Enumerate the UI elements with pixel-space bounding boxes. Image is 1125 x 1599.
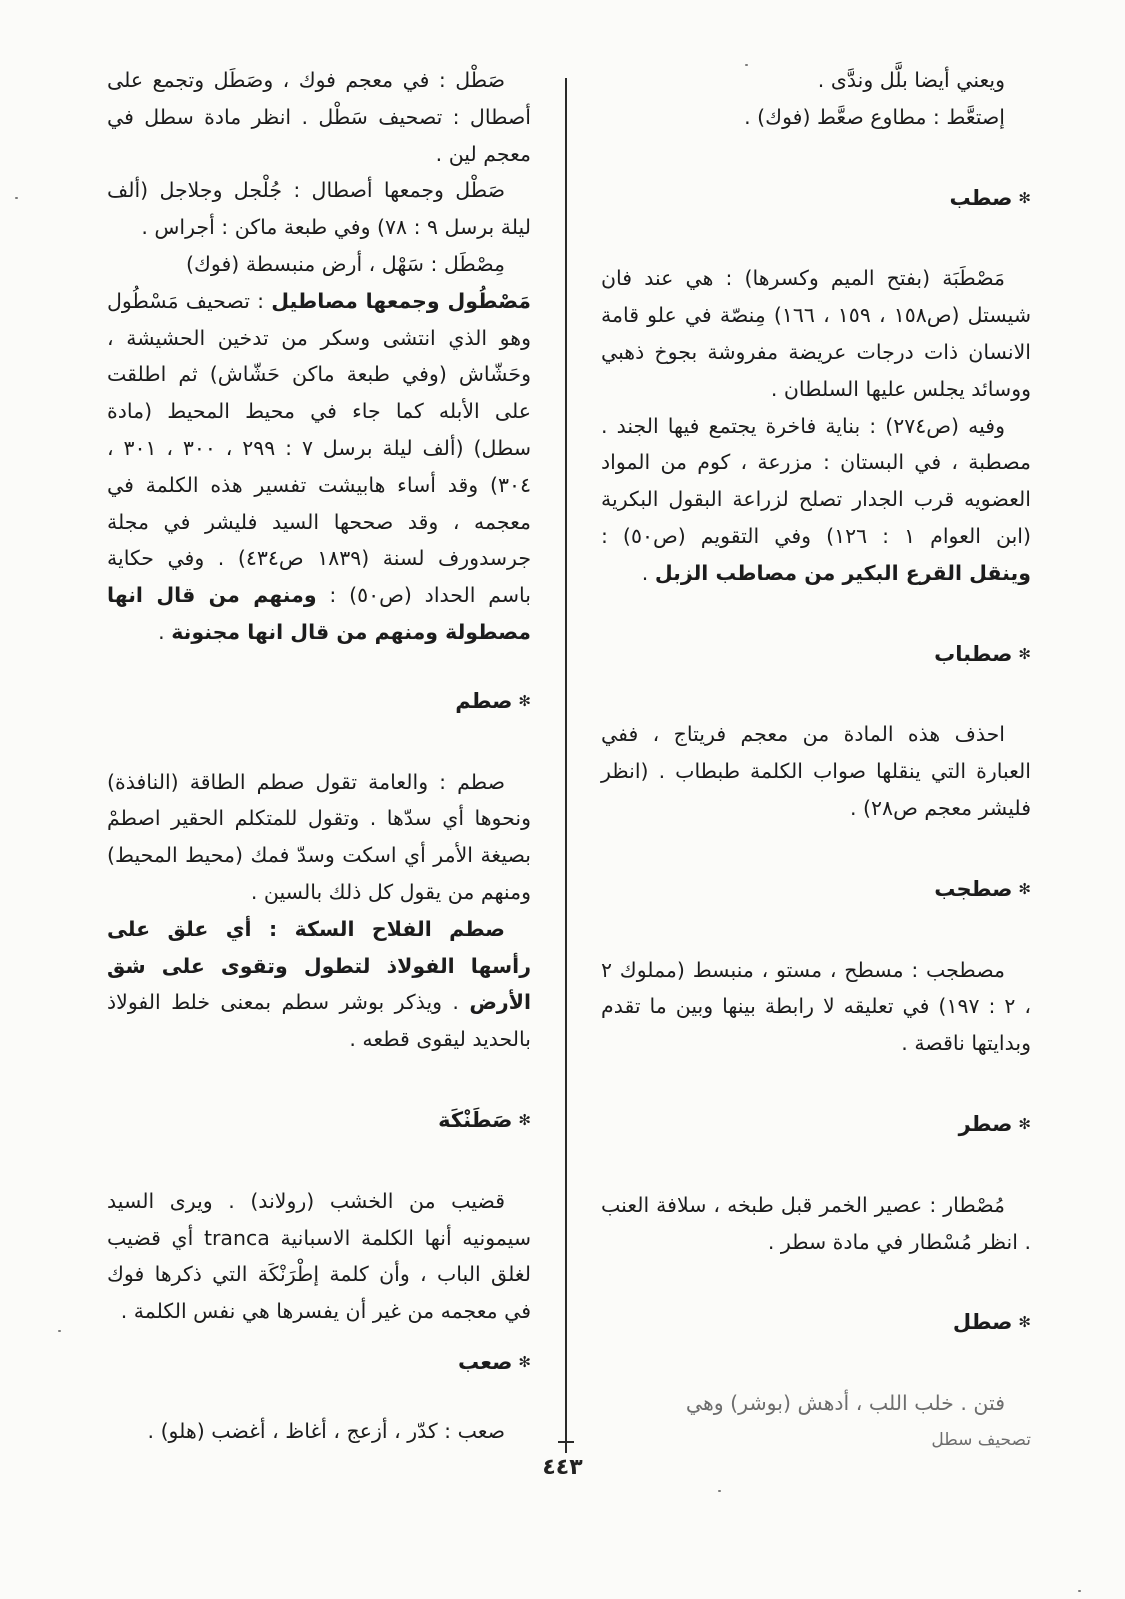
entry-heading-satar: ✻ صطر (601, 1106, 1031, 1143)
asterisk-icon: ✻ (1018, 879, 1031, 898)
entry-paragraph: مِصْطَل : سَهْل ، أرض منبسطة (فوك) (186, 251, 505, 276)
entry-heading-satal: ✻ صطل (601, 1304, 1031, 1341)
entry-paragraph: صطم الفلاح السكة : أي علق على رأسها الفولاذ لتطول وتقوى على شق الأرض . ويذكر بوشر سطم بمعنى خلط الفولاذ بالحديد ليقوى قطعه . (107, 916, 531, 1052)
entry-paragraph: مَصْطَبَة (بفتح الميم وكسرها) : هي عند فان شيستل (ص١٥٨ ، ١٥٩ ، ١٦٦) مِنصّة في علو قامة الانسان ذات درجات عريضة مفروشة بجوخ ذهبي ووسائد يجلس عليها السلطان . (601, 266, 1031, 401)
page-number: ٤٤٣ (542, 1455, 583, 1480)
scan-speck (718, 1490, 721, 1492)
entry-heading-satbab: ✻ صطباب (601, 636, 1031, 673)
column-divider-end (558, 1441, 574, 1443)
entry-paragraph: وفيه (ص٢٧٤) : بناية فاخرة يجتمع فيها الجند . مصطبة ، في البستان : مزرعة ، كوم من المواد العضويه قرب الجدار تصلح لزراعة البقول البكرية (ابن العوام ١ : ١٢٦) وفي التقويم (ص٥٠) : وينقل القرع البكير من مصاطب الزبل . (601, 413, 1031, 585)
entry-heading-satanka: ✻ صَطَنْكَة (107, 1102, 531, 1139)
left-column (107, 62, 531, 1450)
intro-line: ويعني أيضا بلَّل وندَّى . (817, 68, 1005, 92)
asterisk-icon: ✻ (1018, 1114, 1031, 1133)
quoted-text: وينقل القرع البكير من مصاطب الزبل (654, 560, 1031, 585)
entry-paragraph: احذف هذه المادة من معجم فريتاج ، ففي العبارة التي ينقلها صواب الكلمة طبطاب . (انظر فليشر معجم ص٢٨) . (601, 722, 1031, 820)
entry-heading-satam: ✻ صطم (107, 683, 531, 720)
entry-heading-saab: ✻ صعب (107, 1344, 531, 1381)
scan-speck (58, 1330, 61, 1332)
entry-paragraph: مَصْطُول وجمعها مصاطيل : تصحيف مَسْطُول وهو الذي انتشى وسكر من تدخين الحشيشة ، وحَشّاش (وفي طبعة ماكن حَشّاش) ثم اطلقت على الأبله كما جاء في محيط المحيط (مادة سطل) (ألف ليلة برسل ٧ : ٢٩٩ ، ٣٠٠ ، ٣٠١ ، ٣٠٤) وقد أساء هابيشت تفسير هذه الكلمة في معجمه ، وقد صححها السيد فليشر في مجلة جرسدورف لسنة (١٨٣٩ ص٤٣٤) . وفي حكاية باسم الحداد (ص٥٠) : ومنهم من قال انها مصطولة ومنهم من قال انها مجنونة . (107, 288, 531, 644)
entry-paragraph: فتن . خلب اللب ، أدهش (بوشر) وهي (685, 1391, 1005, 1416)
column-divider (565, 78, 567, 1453)
entry-paragraph: مصطجب : مسطح ، مستو ، منبسط (مملوك ٢ ، ٢ : ١٩٧) في تعليقه لا رابطة بينها وبين ما تقدم وبدايتها ناقصة . (601, 957, 1031, 1056)
entry-paragraph: صَطْل : في معجم فوك ، وصَطَل وتجمع على أصطال : تصحيف سَطْل . انظر مادة سطل في معجم لين . (107, 68, 531, 166)
asterisk-icon: ✻ (518, 691, 531, 710)
intro-line: إصتعَّط : مطاوع صعَّط (فوك) . (744, 104, 1005, 129)
asterisk-icon: ✻ (518, 1352, 531, 1371)
entry-paragraph: قضيب من الخشب (رولاند) . ويرى السيد سيمونيه أنها الكلمة الاسبانية tranca أي قضيب لغلق الباب ، وأن كلمة إطْرَنْكَة التي ذكرها فوك في معجمه من غير أن يفسرها هي نفس الكلمة . (107, 1188, 531, 1324)
asterisk-icon: ✻ (518, 1110, 531, 1129)
asterisk-icon: ✻ (1018, 188, 1031, 207)
entry-paragraph: صطم : والعامة تقول صطم الطاقة (النافذة) ونحوها أي سدّها . وتقول للمتكلم الحقير اصطمْ بصيغة الأمر أي اسكت وسدّ فمك (محيط المحيط) ومنهم من يقول كل ذلك بالسين . (107, 769, 531, 904)
right-column (601, 62, 1031, 1459)
bold-term: مَصْطُول وجمعها مصاطيل (271, 288, 531, 313)
entry-heading-satab: ✻ صطب (601, 180, 1031, 217)
scan-speck (1078, 1590, 1081, 1592)
entry-paragraph: صَطْل وجمعها أصطال : جُلْجل وجلاجل (ألف ليلة برسل ٩ : ٧٨) وفي طبعة ماكن : أجراس . (107, 178, 531, 240)
asterisk-icon: ✻ (1018, 644, 1031, 663)
entry-paragraph: مُصْطار : عصير الخمر قبل طبخه ، سلافة العنب . انظر مُسْطار في مادة سطر . (601, 1192, 1031, 1254)
entry-paragraph-faded: تصحيف سطل (931, 1429, 1031, 1450)
scan-speck (15, 197, 18, 199)
quoted-text: صطم الفلاح السكة : أي علق على رأسها الفولاذ لتطول وتقوى على شق الأرض (107, 916, 531, 1015)
entry-heading-satjab: ✻ صطجب (601, 871, 1031, 908)
asterisk-icon: ✻ (1018, 1313, 1031, 1332)
quoted-text: ومنهم من قال انها مصطولة ومنهم من قال انها مجنونة (107, 583, 531, 644)
entry-paragraph: صعب : كدّر ، أزعج ، أغاظ ، أغضب (هلو) . (147, 1418, 505, 1443)
